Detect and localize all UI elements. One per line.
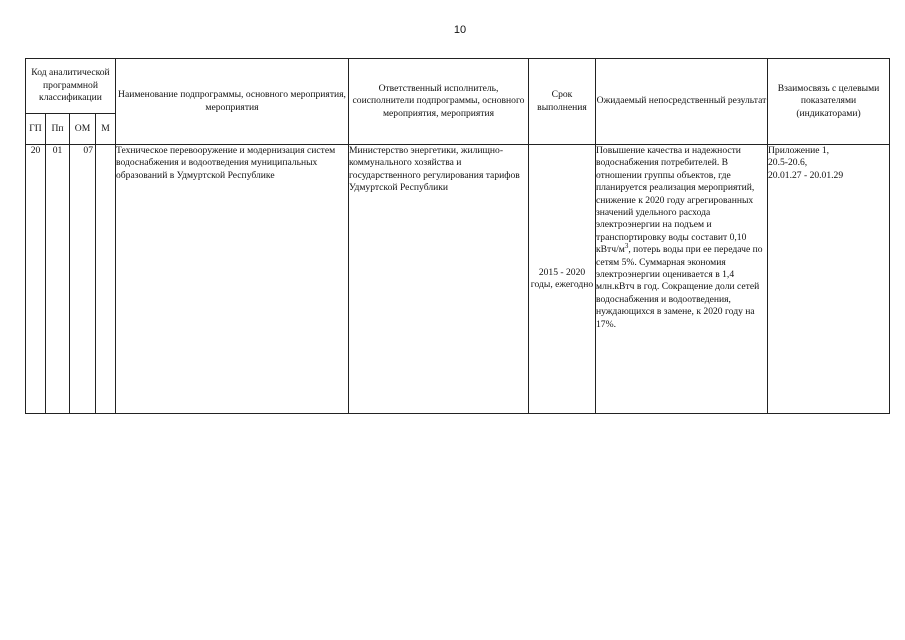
responsible-header: Ответственный исполнитель, соисполнители подпрограммы, основного мероприятия, мероприятия [349, 59, 529, 145]
code-group-header: Код аналитической программной классификации [26, 59, 116, 114]
result-superscript: 3 [624, 242, 629, 251]
code-col-om: ОМ [70, 114, 96, 145]
link-header: Взаимосвязь с целевыми показателями (индикаторами) [768, 59, 890, 145]
page-number: 10 [453, 24, 467, 36]
cell-responsible: Министерство энергетики, жилищно-коммунального хозяйства и государственного регулирования тарифов Удмуртской Республики [349, 145, 529, 414]
link-line: 20.5-20.6, [768, 157, 808, 169]
code-col-gp: ГП [26, 114, 46, 145]
name-header: Наименование подпрограммы, основного мероприятия, мероприятия [116, 59, 349, 145]
cell-m [96, 145, 116, 414]
cell-om: 07 [70, 145, 96, 414]
cell-term: 2015 - 2020 годы, ежегодно [529, 145, 596, 414]
code-col-m: М [96, 114, 116, 145]
link-line: Приложение 1, [768, 145, 830, 156]
cell-gp: 20 [26, 145, 46, 414]
result-header: Ожидаемый непосредственный результат [596, 59, 768, 145]
result-text-1: Повышение качества и надежности водоснабжения потребителей. В отношении группы объектов, где планируется реализация мероприятий, снижение к 2020 году агрегированных значений удельного расхода электроэнергии на подъем и транспортировку воды составит 0,10 кВтч/м [596, 145, 755, 256]
header-row [26, 59, 890, 114]
table-row [26, 145, 890, 414]
cell-name: Техническое перевооружение и модернизация систем водоснабжения и водоотведения муниципальных образований в Удмуртской Республике [116, 145, 349, 414]
cell-link [768, 145, 890, 414]
cell-pp: 01 [46, 145, 70, 414]
result-text-2: , потерь воды при ее передаче по сетям 5%. Суммарная экономия электроэнергии оценивается в 1,4 млн.кВтч в год. Сокращение доли сетей водоснабжения и водоотведения, нуждающихся в замене, к 2020 году на 17%. [596, 244, 763, 330]
term-header: Срок выполнения [529, 59, 596, 145]
cell-result [596, 145, 768, 414]
link-line: 20.01.27 - 20.01.29 [768, 169, 844, 181]
code-col-pp: Пп [46, 114, 70, 145]
program-table [25, 58, 890, 414]
